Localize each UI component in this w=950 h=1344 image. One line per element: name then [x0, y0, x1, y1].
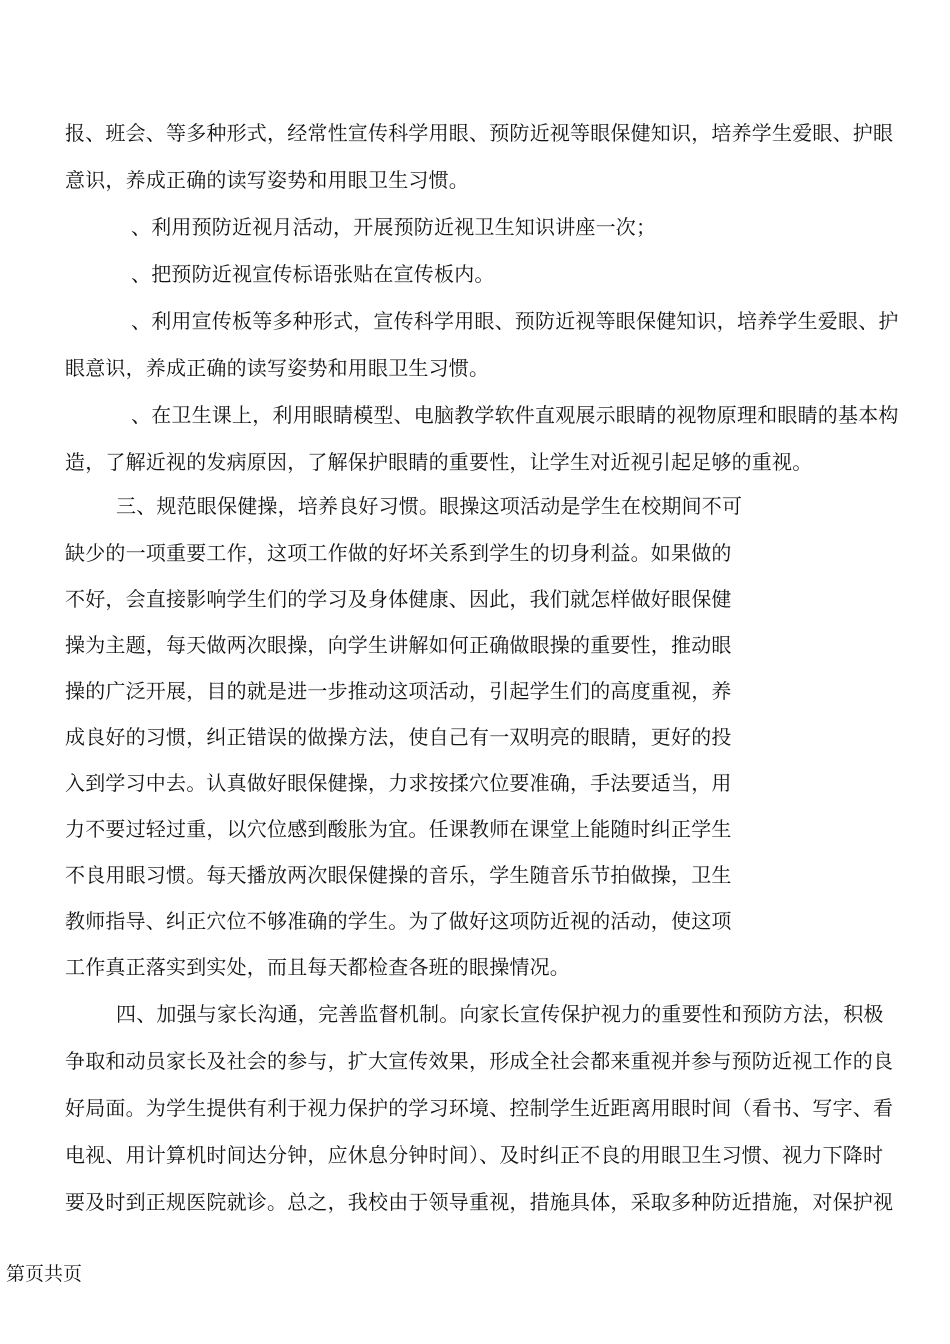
text-line: 工作真正落实到实处，而且每天都检查各班的眼操情况。 — [65, 955, 570, 979]
text-line: 、把预防近视宣传标语张贴在宣传板内。 — [131, 262, 495, 286]
text-line: 教师指导、纠正穴位不够准确的学生。为了做好这项防近视的活动，使这项 — [65, 909, 732, 933]
text-line: 、利用宣传板等多种形式，宣传科学用眼、预防近视等眼保健知识，培养学生爱眼、护 — [131, 309, 899, 333]
text-line: 不好，会直接影响学生们的学习及身体健康、因此，我们就怎样做好眼保健 — [65, 587, 732, 611]
text-line: 要及时到正规医院就诊。总之，我校由于领导重视，措施具体，采取多种防近措施，对保护视 — [65, 1190, 894, 1214]
text-line: 缺少的一项重要工作，这项工作做的好坏关系到学生的切身利益。如果做的 — [65, 541, 732, 565]
text-line: 电视、用计算机时间达分钟，应休息分钟时间）、及时纠正不良的用眼卫生习惯、视力下降时 — [65, 1143, 884, 1167]
text-line: 入到学习中去。认真做好眼保健操，力求按揉穴位要准确，手法要适当，用 — [65, 771, 732, 795]
text-line: 四、加强与家长沟通，完善监督机制。向家长宣传保护视力的重要性和预防方法，积极 — [116, 1002, 884, 1026]
text-line: 三、规范眼保健操，培养良好习惯。眼操这项活动是学生在校期间不可 — [116, 494, 743, 518]
text-line: 操为主题，每天做两次眼操，向学生讲解如何正确做眼操的重要性，推动眼 — [65, 633, 732, 657]
text-line: 、利用预防近视月活动，开展预防近视卫生知识讲座一次； — [131, 215, 657, 239]
text-line: 意识，养成正确的读写姿势和用眼卫生习惯。 — [65, 168, 469, 192]
page-number-footer: 第页共页 — [6, 1263, 83, 1285]
text-line: 好局面。为学生提供有利于视力保护的学习环境、控制学生近距离用眼时间（看书、写字、看 — [65, 1096, 894, 1120]
text-line: 力不要过轻过重，以穴位感到酸胀为宜。任课教师在课堂上能随时纠正学生 — [65, 817, 732, 841]
text-line: 成良好的习惯，纠正错误的做操方法，使自己有一双明亮的眼睛，更好的投 — [65, 725, 732, 749]
text-line: 、在卫生课上，利用眼睛模型、电脑教学软件直观展示眼睛的视物原理和眼睛的基本构 — [131, 403, 899, 427]
text-line: 不良用眼习惯。每天播放两次眼保健操的音乐，学生随音乐节拍做操，卫生 — [65, 863, 732, 887]
text-line: 争取和动员家长及社会的参与，扩大宣传效果，形成全社会都来重视并参与预防近视工作的良 — [65, 1049, 894, 1073]
text-line: 造，了解近视的发病原因，了解保护眼睛的重要性，让学生对近视引起足够的重视。 — [65, 450, 813, 474]
text-line: 眼意识，养成正确的读写姿势和用眼卫生习惯。 — [65, 356, 490, 380]
text-line: 操的广泛开展，目的就是进一步推动这项活动，引起学生们的高度重视，养 — [65, 679, 732, 703]
text-line: 报、班会、等多种形式，经常性宣传科学用眼、预防近视等眼保健知识，培养学生爱眼、护眼 — [65, 121, 894, 145]
